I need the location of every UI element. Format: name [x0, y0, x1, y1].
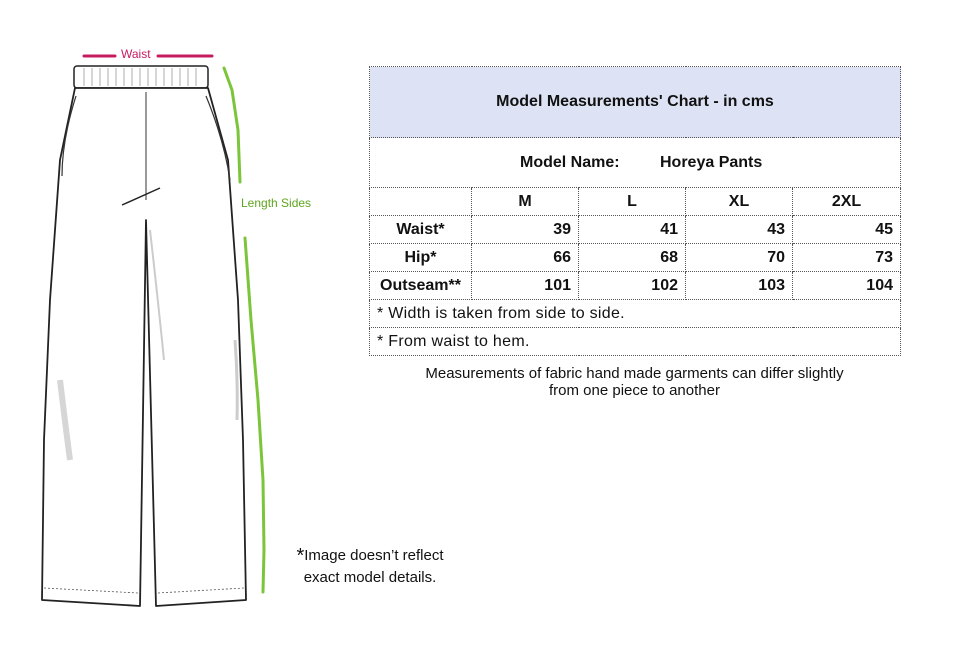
- fabric-note-line-2: from one piece to another: [549, 382, 720, 399]
- cell-value: 103: [686, 272, 793, 300]
- table-row: [370, 272, 901, 300]
- fabric-note-line-1: Measurements of fabric hand made garments can differ slightly: [425, 365, 844, 382]
- cell-value: 101: [472, 272, 579, 300]
- model-name-row: [370, 138, 901, 188]
- cell-value: 39: [472, 216, 579, 244]
- cell-value: 45: [793, 216, 901, 244]
- cell-value: 73: [793, 244, 901, 272]
- row-label: Hip*: [370, 244, 472, 272]
- pants-outline: [42, 88, 246, 606]
- length-sides-label: Length Sides: [241, 196, 312, 210]
- size-header: M: [472, 188, 579, 216]
- measurement-chart: [369, 66, 900, 356]
- cell-value: 104: [793, 272, 901, 300]
- note-width: * Width is taken from side to side.: [370, 300, 901, 328]
- cell-value: 43: [686, 216, 793, 244]
- fabric-note: [369, 365, 900, 399]
- chart-title: Model Measurements' Chart - in cms: [370, 67, 901, 138]
- model-name-value: Horeya Pants: [660, 153, 763, 171]
- row-label: Waist*: [370, 216, 472, 244]
- table-row: [370, 244, 901, 272]
- cell-value: 102: [579, 272, 686, 300]
- cell-value: 70: [686, 244, 793, 272]
- size-header: 2XL: [793, 188, 901, 216]
- size-header-row: [370, 188, 901, 216]
- cell-value: 68: [579, 244, 686, 272]
- table-row: [370, 216, 901, 244]
- image-disclaimer: [280, 545, 460, 588]
- cell-value: 66: [472, 244, 579, 272]
- size-header: XL: [686, 188, 793, 216]
- disclaimer-line-1: Image doesn’t reflect: [304, 547, 444, 564]
- row-label: Outseam**: [370, 272, 472, 300]
- note-outseam: * From waist to hem.: [370, 328, 901, 356]
- cell-value: 41: [579, 216, 686, 244]
- size-header-empty: [370, 188, 472, 216]
- disclaimer-line-2: exact model details.: [303, 569, 437, 586]
- waist-label: Waist: [121, 47, 151, 61]
- length-measure-line-bottom: [245, 238, 264, 592]
- disclaimer-star: *: [296, 545, 305, 567]
- measurement-table: [369, 66, 901, 356]
- model-name-label: Model Name:: [520, 153, 620, 171]
- size-header: L: [579, 188, 686, 216]
